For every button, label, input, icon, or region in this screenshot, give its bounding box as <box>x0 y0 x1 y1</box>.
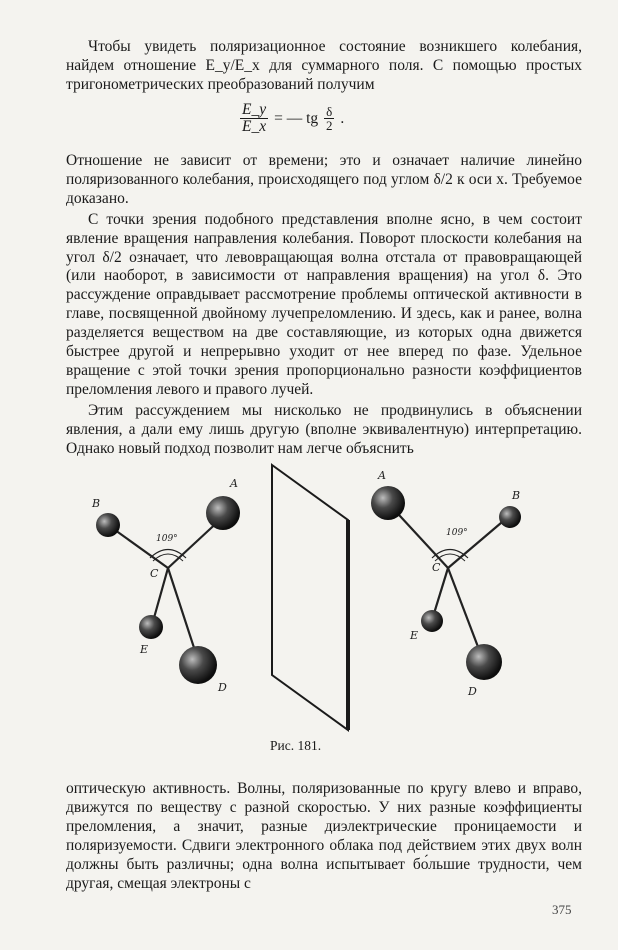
mirror-plane <box>272 465 348 730</box>
atom-b-right <box>499 506 521 528</box>
angle-right: 109° <box>446 528 468 538</box>
rhs-denominator: 2 <box>325 118 333 133</box>
lhs-numerator: E_y <box>242 101 267 118</box>
lhs-denominator: E_x <box>242 118 267 135</box>
rhs-fraction <box>324 105 334 132</box>
left-molecule <box>91 477 240 694</box>
figure-caption: Рис. 181. <box>270 738 322 753</box>
label-e-right: E <box>410 629 419 642</box>
center-right: C <box>432 561 441 574</box>
rhs-numerator: δ <box>326 104 333 119</box>
atom-e-right <box>421 610 443 632</box>
atom-d-left <box>179 646 217 684</box>
angle-left: 109° <box>156 534 178 544</box>
label-b-right: B <box>512 489 521 502</box>
atom-b-left <box>96 513 120 537</box>
lhs-fraction <box>240 102 268 135</box>
label-d-left: D <box>218 681 227 694</box>
label-d-right: D <box>468 685 477 698</box>
paragraph-5: оптическую активность. Волны, поляризованные по кругу влево и вправо, движутся по веществу с разной скоростью. У них разные коэффициенты преломления, а значит, разные диэлектрические проницаемости и поляризуемости. Сдвиги электронного облака под действием этих двух волн должны быть различны; одна волна испытывает бо́льшие трудности, чем другая, смещая электроны с <box>66 780 582 892</box>
paragraph-3: С точки зрения подобного представления вполне ясно, в чем состоит явление вращения направления колебания. Поворот плоскости колебания на угол δ/2 означает, что левовращающая волна отстала от правовращающей (или наоборот, в зависимости от направления вращения) на угол δ. Это рассуждение оправдывает рассмотрение проблемы оптической активности в главе, посвященной двойному лучепреломлению. И здесь, как и ранее, волна разделяется веществом на две составляющие, из которых одна движется быстрее другой и непрерывно уходит от нее вперед по фазе. Удельное вращение с этой точки зрения пропорционально разности коэффициентов преломления левого и правого лучей. <box>66 210 582 398</box>
figure-181 <box>60 455 560 735</box>
paragraph-4: Этим рассуждением мы нисколько не продвинулись в объяснении явления, а дали ему лишь другую (вполне эквивалентную) интерпретацию. Однако новый подход позволит нам легче объяснить <box>66 401 582 457</box>
atom-e-left <box>139 615 163 639</box>
paragraph-bottom <box>66 780 582 893</box>
atom-a-right <box>371 486 405 520</box>
paragraph-intro <box>66 38 582 95</box>
ratio-formula <box>240 102 344 135</box>
label-a-right: A <box>378 469 386 482</box>
paragraph-2: Отношение не зависит от времени; это и означает наличие линейно поляризованного колебания, происходящего под углом δ/2 к оси x. Требуемое доказано. <box>66 152 582 207</box>
page-number: 375 <box>552 902 572 917</box>
label-a-left: A <box>230 477 238 490</box>
paragraph-1: Чтобы увидеть поляризационное состояние возникшего колебания, найдем отношение E_y/E_x для суммарного поля. С помощью простых тригонометрических преобразований получим <box>66 38 582 93</box>
label-b-left: B <box>92 497 101 510</box>
label-e-left: E <box>140 643 149 656</box>
formula-end: . <box>340 109 345 127</box>
paragraphs-middle <box>66 152 582 459</box>
formula-equals: = — tg <box>274 109 319 127</box>
atom-a-left <box>206 496 240 530</box>
atom-d-right <box>466 644 502 680</box>
center-left: C <box>150 567 159 580</box>
right-molecule <box>371 469 521 698</box>
